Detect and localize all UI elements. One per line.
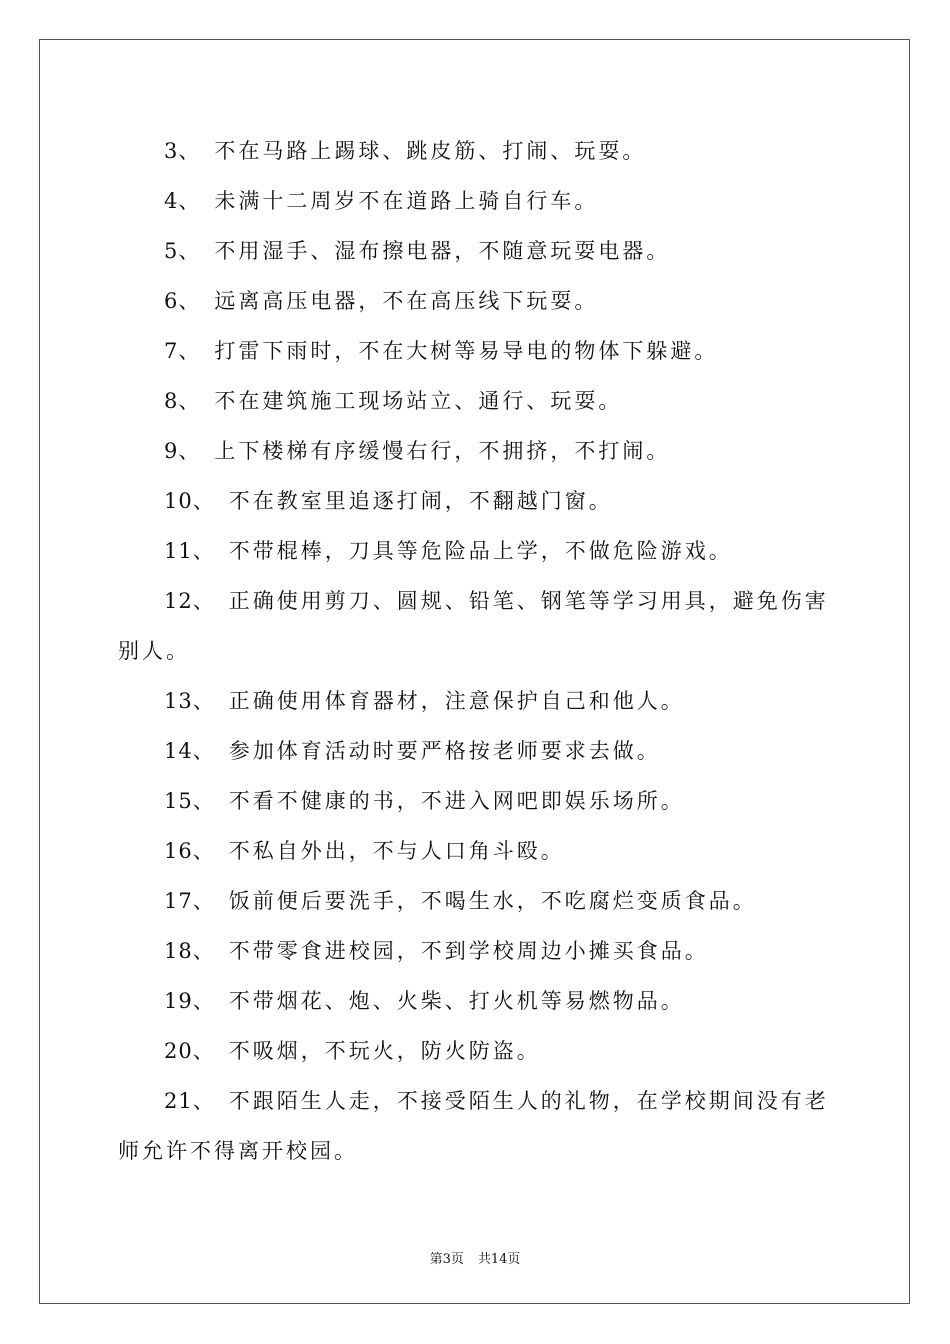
item-number: 5、	[164, 239, 201, 263]
list-item	[118, 226, 834, 276]
list-item	[118, 276, 834, 326]
item-number: 10、	[164, 489, 215, 513]
item-number: 4、	[164, 189, 201, 213]
item-number: 19、	[164, 989, 215, 1013]
item-text: 不私自外出，不与人口角斗殴。	[228, 839, 565, 863]
item-text: 上下楼梯有序缓慢右行，不拥挤，不打闹。	[214, 439, 671, 463]
page-number: 第3页	[429, 1252, 464, 1267]
item-number: 13、	[164, 689, 215, 713]
item-number: 17、	[164, 889, 215, 913]
item-number: 12、	[164, 589, 215, 613]
list-item	[118, 476, 834, 526]
item-text: 不跟陌生人走，不接受陌生人的礼物，在学校期间没有老师允许不得离开校园。	[118, 1089, 829, 1163]
list-item	[118, 826, 834, 876]
list-item	[118, 726, 834, 776]
item-number: 9、	[164, 439, 201, 463]
item-number: 14、	[164, 739, 215, 763]
item-number: 7、	[164, 339, 201, 363]
item-text: 远离高压电器，不在高压线下玩耍。	[214, 289, 599, 313]
item-text: 不带棍棒，刀具等危险品上学，不做危险游戏。	[228, 539, 733, 563]
list-item	[118, 1026, 834, 1076]
item-number: 16、	[164, 839, 215, 863]
list-item	[118, 376, 834, 426]
list-item	[118, 526, 834, 576]
item-number: 3、	[164, 139, 201, 163]
list-item	[118, 176, 834, 226]
document-body	[118, 126, 834, 1176]
item-number: 11、	[164, 539, 215, 563]
item-text: 正确使用剪刀、圆规、铅笔、钢笔等学习用具，避免伤害别人。	[118, 589, 829, 663]
item-number: 20、	[164, 1039, 215, 1063]
list-item	[118, 876, 834, 926]
item-text: 饭前便后要洗手，不喝生水，不吃腐烂变质食品。	[228, 889, 757, 913]
item-text: 不在马路上踢球、跳皮筋、打闹、玩耍。	[214, 139, 647, 163]
list-item	[118, 576, 834, 676]
page-footer	[0, 1248, 950, 1267]
item-number: 18、	[164, 939, 215, 963]
item-text: 不用湿手、湿布擦电器，不随意玩耍电器。	[214, 239, 671, 263]
item-text: 不吸烟，不玩火，防火防盗。	[228, 1039, 541, 1063]
list-item	[118, 426, 834, 476]
item-text: 不看不健康的书，不进入网吧即娱乐场所。	[228, 789, 685, 813]
item-text: 不带烟花、炮、火柴、打火机等易燃物品。	[228, 989, 685, 1013]
list-item	[118, 926, 834, 976]
item-number: 6、	[164, 289, 201, 313]
item-text: 打雷下雨时，不在大树等易导电的物体下躲避。	[214, 339, 719, 363]
item-number: 21、	[164, 1089, 215, 1113]
list-item	[118, 1076, 834, 1176]
list-item	[118, 326, 834, 376]
item-text: 参加体育活动时要严格按老师要求去做。	[228, 739, 661, 763]
item-number: 15、	[164, 789, 215, 813]
list-item	[118, 776, 834, 826]
list-item	[118, 126, 834, 176]
item-text: 正确使用体育器材，注意保护自己和他人。	[228, 689, 685, 713]
item-text: 不带零食进校园，不到学校周边小摊买食品。	[228, 939, 709, 963]
list-item	[118, 976, 834, 1026]
item-text: 不在建筑施工现场站立、通行、玩耍。	[214, 389, 623, 413]
item-text: 不在教室里追逐打闹，不翻越门窗。	[228, 489, 613, 513]
page-total: 共14页	[477, 1252, 521, 1267]
item-text: 未满十二周岁不在道路上骑自行车。	[214, 189, 599, 213]
list-item	[118, 676, 834, 726]
item-number: 8、	[164, 389, 201, 413]
